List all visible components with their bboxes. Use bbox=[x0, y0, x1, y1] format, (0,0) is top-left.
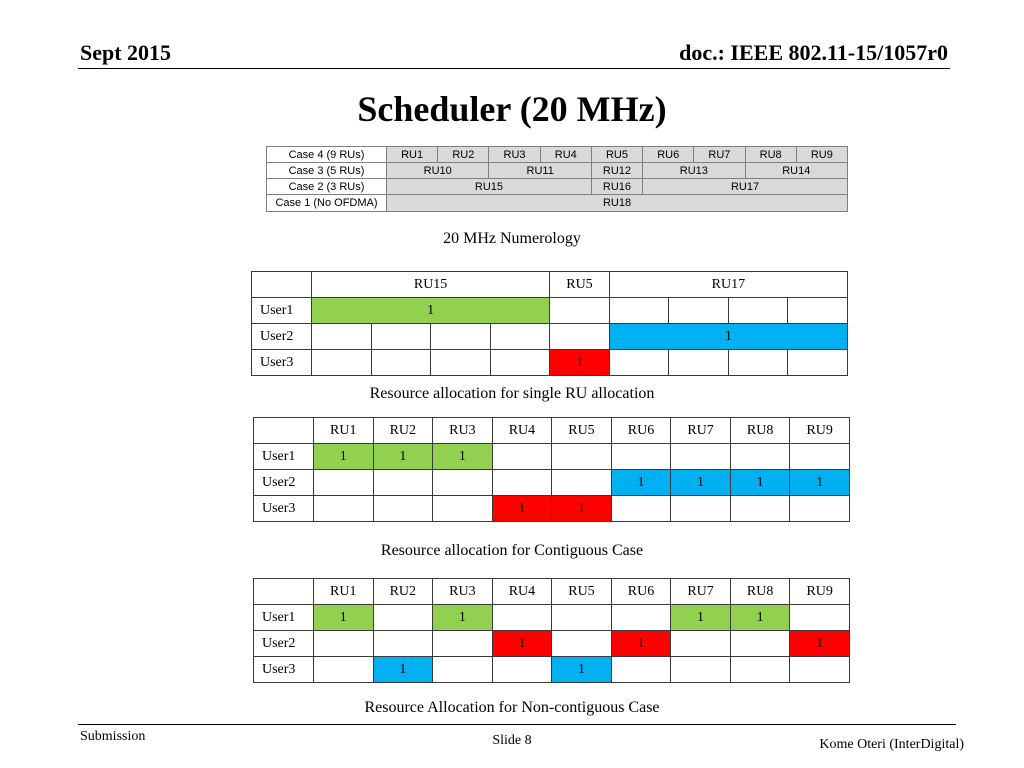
alloc-cell bbox=[314, 470, 374, 496]
alloc-cell: 1 bbox=[609, 324, 847, 350]
user-label: User3 bbox=[254, 496, 314, 522]
contiguous-caption: Resource allocation for Contiguous Case bbox=[380, 542, 644, 559]
alloc-cell: 1 bbox=[552, 496, 612, 522]
alloc-cell bbox=[314, 657, 374, 683]
contiguous-row-user1 bbox=[254, 444, 850, 470]
alloc-cell: 1 bbox=[790, 631, 850, 657]
alloc-cell bbox=[669, 350, 729, 376]
user-label: User1 bbox=[254, 444, 314, 470]
ru11-cell: RU11 bbox=[489, 163, 591, 179]
alloc-cell bbox=[552, 470, 612, 496]
alloc-cell bbox=[371, 324, 431, 350]
single-ru-caption: Resource allocation for single RU allocation bbox=[369, 385, 655, 402]
alloc-cell bbox=[492, 657, 552, 683]
corner-cell bbox=[252, 272, 312, 298]
alloc-cell bbox=[431, 350, 491, 376]
case2-label: Case 2 (3 RUs) bbox=[267, 179, 387, 195]
alloc-cell: 1 bbox=[314, 444, 374, 470]
ru12-cell: RU12 bbox=[591, 163, 642, 179]
alloc-cell bbox=[730, 444, 790, 470]
header-ru17: RU17 bbox=[609, 272, 847, 298]
ru-header: RU4 bbox=[492, 579, 552, 605]
alloc-cell bbox=[611, 496, 671, 522]
header-date: Sept 2015 bbox=[80, 40, 172, 65]
user-label: User2 bbox=[252, 324, 312, 350]
numerology-row-case1 bbox=[267, 195, 848, 212]
alloc-cell: 1 bbox=[611, 631, 671, 657]
alloc-cell bbox=[373, 605, 433, 631]
alloc-cell bbox=[431, 324, 491, 350]
alloc-cell bbox=[314, 631, 374, 657]
ru-header: RU5 bbox=[552, 418, 612, 444]
ru-header: RU2 bbox=[373, 579, 433, 605]
alloc-cell bbox=[611, 605, 671, 631]
ru17-cell: RU17 bbox=[643, 179, 848, 195]
noncontiguous-caption: Resource Allocation for Non-contiguous Case bbox=[364, 699, 660, 716]
header-divider bbox=[78, 68, 950, 69]
ru3-cell: RU3 bbox=[489, 147, 540, 163]
contiguous-header-row bbox=[254, 418, 850, 444]
footer-divider bbox=[78, 724, 956, 725]
ru-header: RU5 bbox=[552, 579, 612, 605]
alloc-cell: 1 bbox=[433, 444, 493, 470]
footer-slide-number: Slide 8 bbox=[492, 733, 532, 748]
ru9-cell: RU9 bbox=[796, 147, 847, 163]
single-ru-row-user2 bbox=[252, 324, 848, 350]
ru1-cell: RU1 bbox=[387, 147, 438, 163]
slide-title: Scheduler (20 MHz) bbox=[357, 89, 667, 129]
ru6-cell: RU6 bbox=[643, 147, 694, 163]
alloc-cell bbox=[730, 496, 790, 522]
alloc-cell bbox=[552, 605, 612, 631]
alloc-cell bbox=[790, 444, 850, 470]
alloc-cell bbox=[490, 350, 550, 376]
alloc-cell bbox=[371, 350, 431, 376]
ru-header: RU1 bbox=[314, 579, 374, 605]
ru-header: RU6 bbox=[611, 418, 671, 444]
alloc-cell: 1 bbox=[373, 657, 433, 683]
header-ru5: RU5 bbox=[550, 272, 610, 298]
alloc-cell bbox=[609, 298, 669, 324]
alloc-cell bbox=[728, 298, 788, 324]
alloc-cell bbox=[671, 631, 731, 657]
ru5-cell: RU5 bbox=[591, 147, 642, 163]
ru4-cell: RU4 bbox=[540, 147, 591, 163]
alloc-cell: 1 bbox=[312, 298, 550, 324]
alloc-cell bbox=[669, 298, 729, 324]
alloc-cell bbox=[492, 444, 552, 470]
contiguous-row-user3 bbox=[254, 496, 850, 522]
alloc-cell: 1 bbox=[550, 350, 610, 376]
alloc-cell bbox=[609, 350, 669, 376]
alloc-cell bbox=[550, 298, 610, 324]
alloc-cell bbox=[433, 470, 493, 496]
alloc-cell bbox=[433, 496, 493, 522]
single-ru-table bbox=[251, 271, 848, 376]
noncontiguous-row-user1 bbox=[254, 605, 850, 631]
alloc-cell bbox=[490, 324, 550, 350]
case3-label: Case 3 (5 RUs) bbox=[267, 163, 387, 179]
ru18-cell: RU18 bbox=[387, 195, 848, 212]
alloc-cell bbox=[730, 631, 790, 657]
alloc-cell: 1 bbox=[552, 657, 612, 683]
alloc-cell bbox=[492, 605, 552, 631]
single-ru-row-user3 bbox=[252, 350, 848, 376]
ru-header: RU8 bbox=[730, 418, 790, 444]
alloc-cell bbox=[728, 350, 788, 376]
alloc-cell bbox=[788, 350, 848, 376]
noncontiguous-table bbox=[253, 578, 850, 683]
ru7-cell: RU7 bbox=[694, 147, 745, 163]
alloc-cell bbox=[790, 605, 850, 631]
case1-label: Case 1 (No OFDMA) bbox=[267, 195, 387, 212]
alloc-cell bbox=[730, 657, 790, 683]
ru14-cell: RU14 bbox=[745, 163, 847, 179]
alloc-cell: 1 bbox=[492, 631, 552, 657]
alloc-cell bbox=[611, 657, 671, 683]
alloc-cell bbox=[433, 657, 493, 683]
ru-header: RU6 bbox=[611, 579, 671, 605]
alloc-cell bbox=[373, 470, 433, 496]
single-ru-row-user1 bbox=[252, 298, 848, 324]
ru-header: RU3 bbox=[433, 418, 493, 444]
alloc-cell bbox=[550, 324, 610, 350]
contiguous-table bbox=[253, 417, 850, 522]
numerology-row-case3 bbox=[267, 163, 848, 179]
alloc-cell bbox=[671, 657, 731, 683]
ru10-cell: RU10 bbox=[387, 163, 489, 179]
ru-header: RU2 bbox=[373, 418, 433, 444]
alloc-cell bbox=[552, 444, 612, 470]
case4-label: Case 4 (9 RUs) bbox=[267, 147, 387, 163]
alloc-cell: 1 bbox=[373, 444, 433, 470]
user-label: User1 bbox=[254, 605, 314, 631]
numerology-row-case4 bbox=[267, 147, 848, 163]
ru-header: RU7 bbox=[671, 418, 731, 444]
alloc-cell bbox=[671, 496, 731, 522]
ru13-cell: RU13 bbox=[643, 163, 745, 179]
alloc-cell bbox=[312, 350, 372, 376]
alloc-cell bbox=[671, 444, 731, 470]
ru-header: RU3 bbox=[433, 579, 493, 605]
alloc-cell bbox=[790, 657, 850, 683]
numerology-table bbox=[266, 146, 848, 212]
alloc-cell bbox=[611, 444, 671, 470]
alloc-cell bbox=[788, 298, 848, 324]
contiguous-row-user2 bbox=[254, 470, 850, 496]
ru-header: RU7 bbox=[671, 579, 731, 605]
ru-header: RU4 bbox=[492, 418, 552, 444]
numerology-row-case2 bbox=[267, 179, 848, 195]
alloc-cell bbox=[312, 324, 372, 350]
user-label: User2 bbox=[254, 470, 314, 496]
alloc-cell bbox=[373, 631, 433, 657]
corner-cell bbox=[254, 418, 314, 444]
user-label: User1 bbox=[252, 298, 312, 324]
alloc-cell bbox=[314, 496, 374, 522]
ru-header: RU9 bbox=[790, 418, 850, 444]
alloc-cell bbox=[552, 631, 612, 657]
ru15-cell: RU15 bbox=[387, 179, 592, 195]
ru16-cell: RU16 bbox=[591, 179, 642, 195]
noncontiguous-header-row bbox=[254, 579, 850, 605]
alloc-cell: 1 bbox=[730, 470, 790, 496]
noncontiguous-row-user3 bbox=[254, 657, 850, 683]
header-ru15: RU15 bbox=[312, 272, 550, 298]
header-doc-id: doc.: IEEE 802.11-15/1057r0 bbox=[679, 40, 948, 65]
ru-header: RU8 bbox=[730, 579, 790, 605]
alloc-cell: 1 bbox=[730, 605, 790, 631]
footer-submission: Submission bbox=[80, 729, 146, 744]
corner-cell bbox=[254, 579, 314, 605]
alloc-cell: 1 bbox=[790, 470, 850, 496]
alloc-cell: 1 bbox=[611, 470, 671, 496]
alloc-cell: 1 bbox=[671, 470, 731, 496]
ru-header: RU1 bbox=[314, 418, 374, 444]
alloc-cell bbox=[433, 631, 493, 657]
alloc-cell bbox=[790, 496, 850, 522]
user-label: User3 bbox=[254, 657, 314, 683]
alloc-cell: 1 bbox=[314, 605, 374, 631]
noncontiguous-row-user2 bbox=[254, 631, 850, 657]
alloc-cell: 1 bbox=[671, 605, 731, 631]
alloc-cell: 1 bbox=[433, 605, 493, 631]
numerology-caption: 20 MHz Numerology bbox=[443, 230, 581, 247]
alloc-cell bbox=[492, 470, 552, 496]
ru8-cell: RU8 bbox=[745, 147, 796, 163]
user-label: User3 bbox=[252, 350, 312, 376]
ru2-cell: RU2 bbox=[438, 147, 489, 163]
single-ru-header-row bbox=[252, 272, 848, 298]
alloc-cell: 1 bbox=[492, 496, 552, 522]
footer-author: Kome Oteri (InterDigital) bbox=[819, 737, 964, 752]
alloc-cell bbox=[373, 496, 433, 522]
ru-header: RU9 bbox=[790, 579, 850, 605]
user-label: User2 bbox=[254, 631, 314, 657]
